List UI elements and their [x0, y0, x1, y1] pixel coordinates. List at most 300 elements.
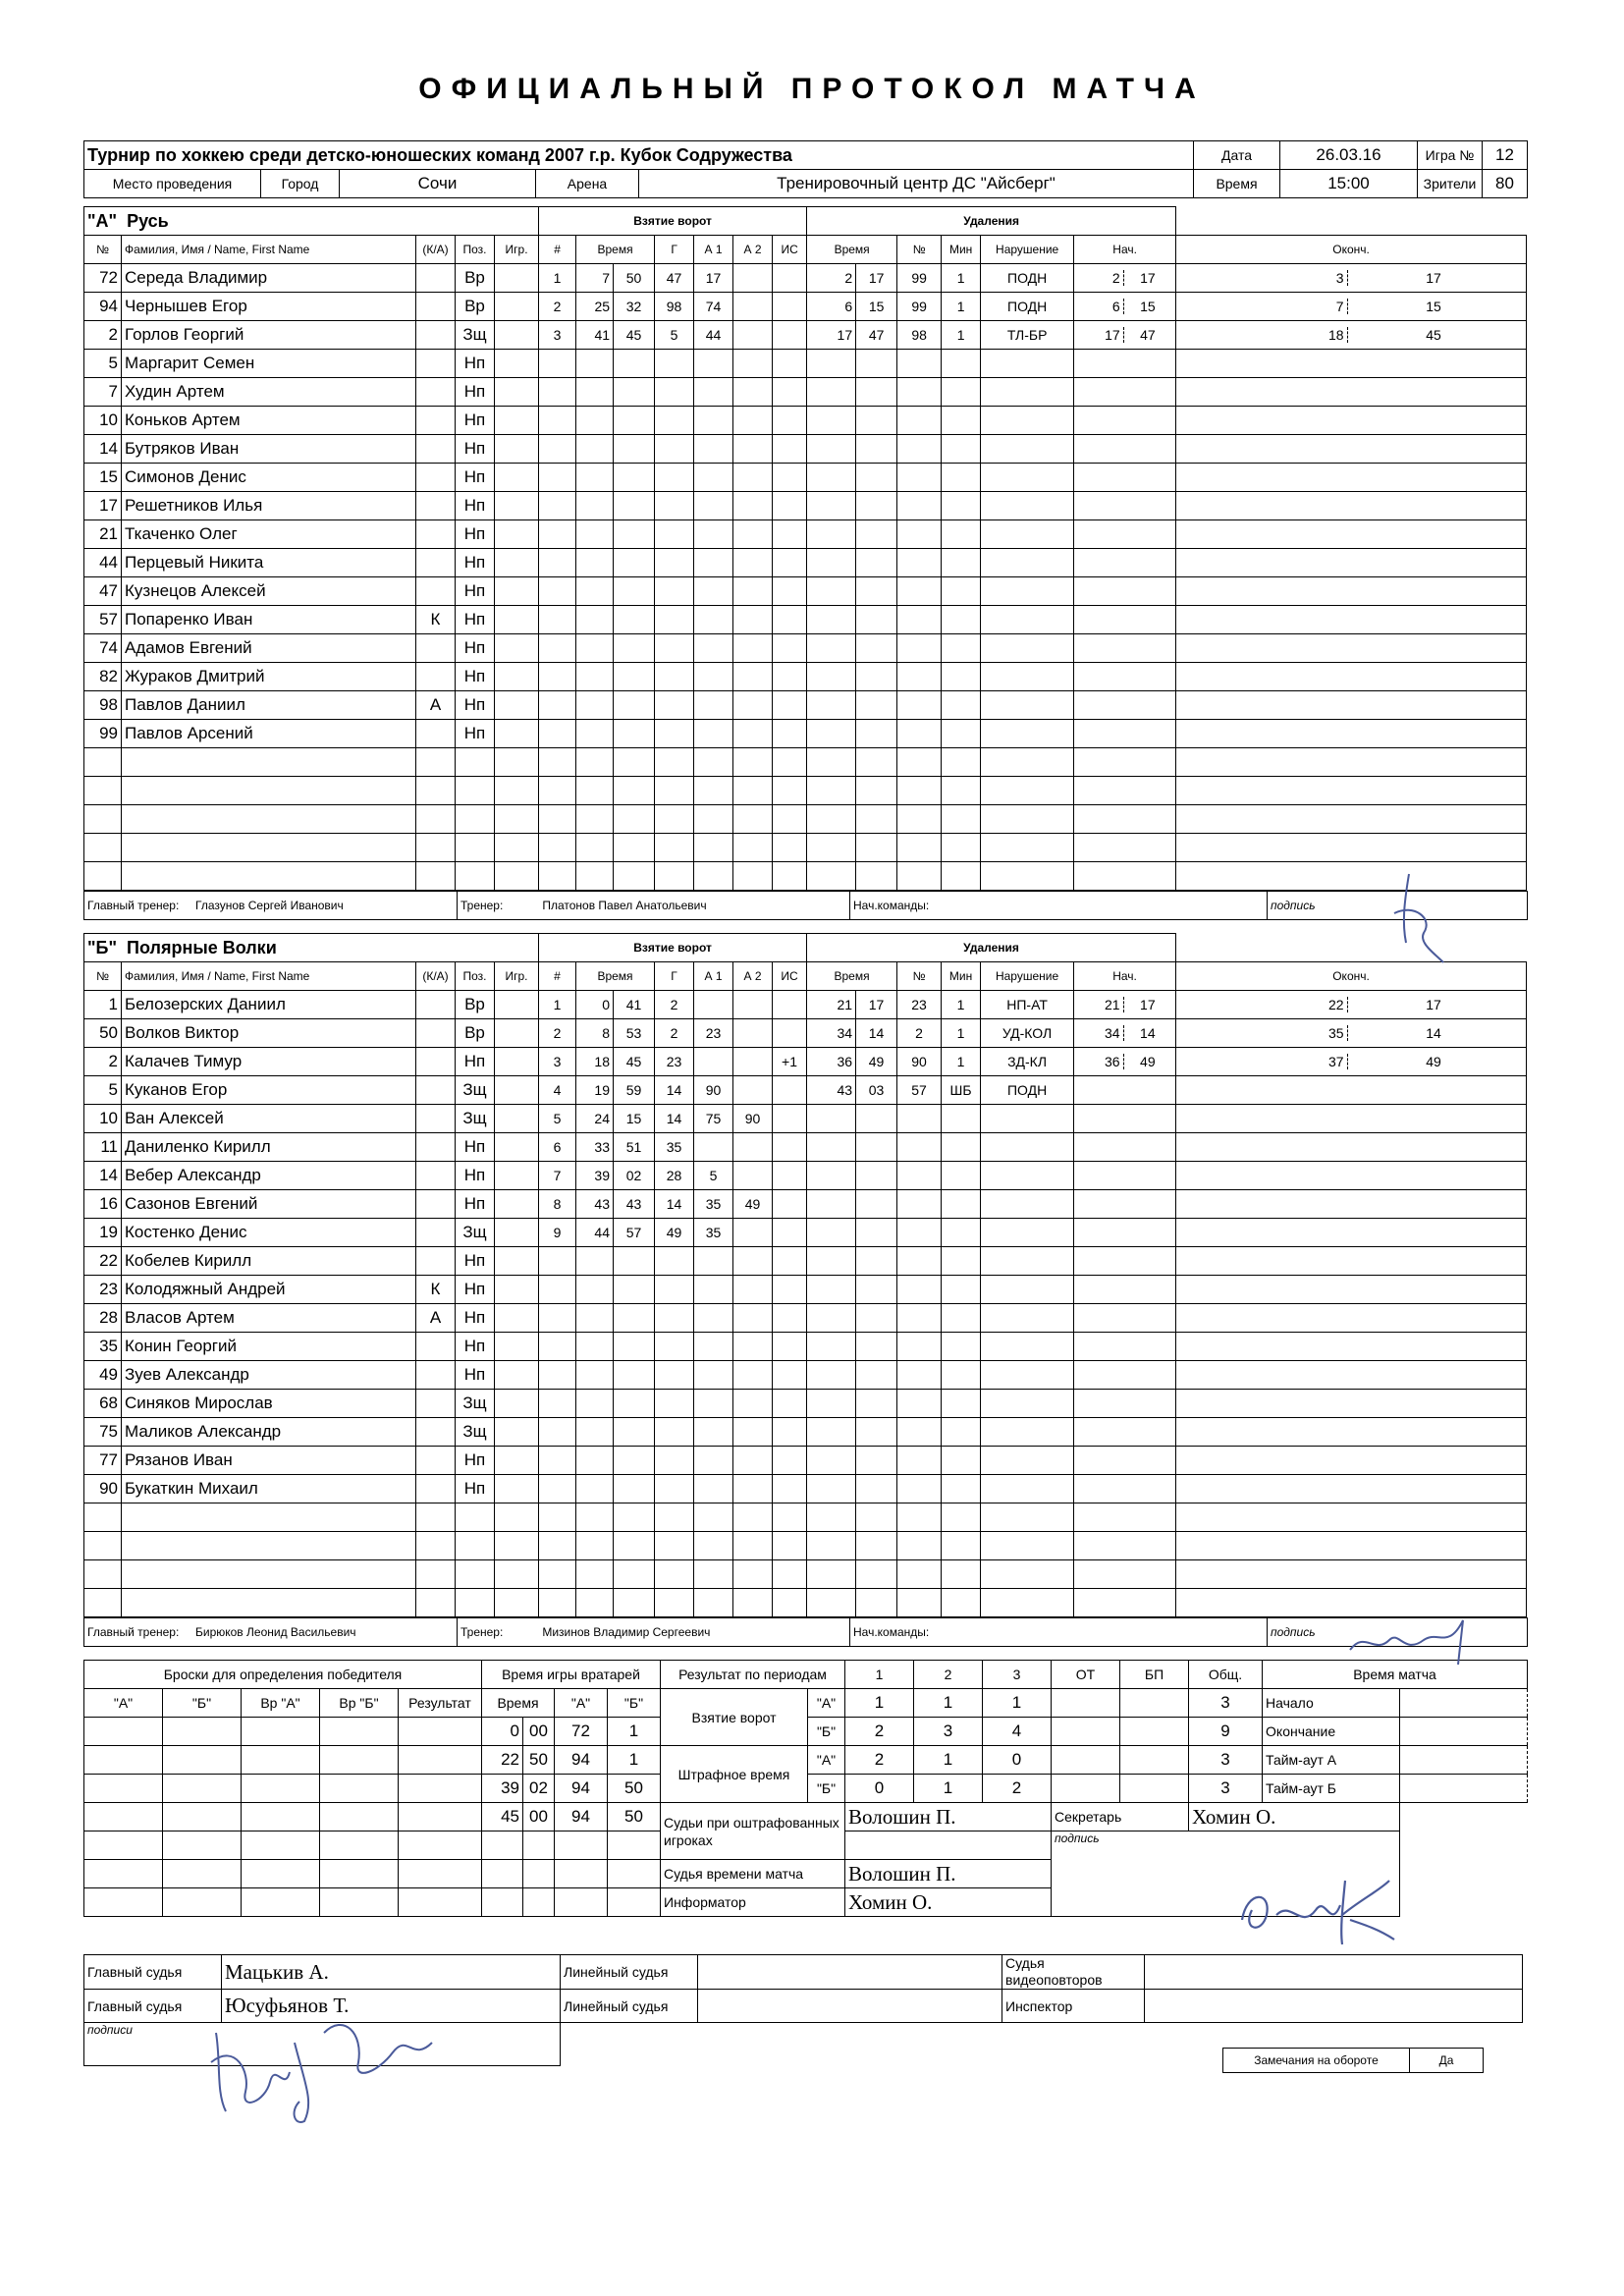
goal-scorer	[655, 350, 694, 378]
player-number: 11	[84, 1133, 122, 1162]
shootout-result-header: Результат	[399, 1689, 482, 1718]
penalty-second	[856, 1133, 897, 1162]
goal-second	[614, 1560, 655, 1589]
goal-minute: 25	[576, 293, 614, 321]
penalty-infraction	[981, 1589, 1074, 1617]
goals-header: Взятие ворот	[539, 207, 807, 236]
goal-second	[614, 1418, 655, 1447]
player-row	[84, 1503, 1527, 1532]
player-row	[84, 264, 1527, 293]
player-row	[84, 1532, 1527, 1560]
goal-second	[614, 663, 655, 691]
penalty-infraction	[981, 435, 1074, 464]
penalty-minutes	[942, 1105, 981, 1133]
player-row	[84, 293, 1527, 321]
penalty-player	[897, 691, 942, 720]
penalty-infraction	[981, 1333, 1074, 1361]
player-role	[416, 862, 456, 891]
player-role	[416, 748, 456, 777]
goal-situation	[773, 1475, 807, 1503]
goal-assist-1	[694, 1247, 733, 1276]
goal-number: 2	[539, 1019, 576, 1048]
goal-number	[539, 606, 576, 634]
penalty-minutes: ШБ	[942, 1076, 981, 1105]
player-name: Букаткин Михаил	[122, 1475, 416, 1503]
penalty-end	[1176, 862, 1527, 891]
penalty-minutes	[942, 1589, 981, 1617]
penalty-end	[1176, 834, 1527, 862]
goal-assist-2	[733, 720, 773, 748]
penalty-start	[1074, 1447, 1176, 1475]
player-row	[84, 748, 1527, 777]
penalty-start	[1074, 834, 1176, 862]
goal-scorer: 2	[655, 1019, 694, 1048]
goal-minute	[576, 777, 614, 805]
column-header-name: Фамилия, Имя / Name, First Name	[122, 962, 416, 991]
penalty-minutes	[942, 407, 981, 435]
penalty-start	[1074, 407, 1176, 435]
player-number	[84, 834, 122, 862]
penalty-infraction	[981, 748, 1074, 777]
goal-assist-1	[694, 1532, 733, 1560]
goal-second	[614, 1503, 655, 1532]
goal-assist-1	[694, 805, 733, 834]
goal-second: 32	[614, 293, 655, 321]
player-role	[416, 777, 456, 805]
penalty-minute	[807, 1589, 856, 1617]
goals-b-ot	[1052, 1718, 1120, 1746]
penalty-second	[856, 464, 897, 492]
player-position	[456, 1503, 495, 1532]
player-role	[416, 1190, 456, 1219]
gk-b: 1	[608, 1718, 661, 1746]
match-date: 26.03.16	[1280, 141, 1418, 170]
player-position: Вр	[456, 1019, 495, 1048]
goal-number	[539, 862, 576, 891]
player-number: 57	[84, 606, 122, 634]
goal-assist-1	[694, 1333, 733, 1361]
goal-situation	[773, 321, 807, 350]
player-number: 21	[84, 520, 122, 549]
penalty-end	[1176, 1304, 1527, 1333]
player-played	[495, 1247, 539, 1276]
player-position	[456, 862, 495, 891]
penalty-minutes	[942, 663, 981, 691]
gk-a: 94	[555, 1803, 608, 1831]
goal-scorer	[655, 1247, 694, 1276]
goal-number: 6	[539, 1133, 576, 1162]
signature-label: подпись	[1268, 1618, 1528, 1647]
goal-assist-2	[733, 1219, 773, 1247]
goal-assist-1	[694, 378, 733, 407]
penalty-end	[1176, 1560, 1527, 1589]
player-row	[84, 1418, 1527, 1447]
goal-second: 50	[614, 264, 655, 293]
penalty-player	[897, 1162, 942, 1190]
team-b-tag: "Б"	[808, 1718, 845, 1746]
penalty-infraction	[981, 691, 1074, 720]
goals-b-total: 9	[1189, 1718, 1263, 1746]
goals-b-p2: 3	[914, 1718, 983, 1746]
player-row	[84, 1390, 1527, 1418]
penalty-minute	[807, 663, 856, 691]
goals-b-p3: 4	[983, 1718, 1052, 1746]
goal-scorer: 49	[655, 1219, 694, 1247]
penalty-end	[1176, 1503, 1527, 1532]
player-number: 50	[84, 1019, 122, 1048]
penalty-minute	[807, 862, 856, 891]
penalty-minute	[807, 1418, 856, 1447]
penalty-second	[856, 1589, 897, 1617]
player-row	[84, 435, 1527, 464]
team-a-coach: Платонов Павел Анатольевич	[542, 899, 707, 912]
player-position: Нп	[456, 407, 495, 435]
player-name	[122, 777, 416, 805]
goal-assist-1: 17	[694, 264, 733, 293]
penalty-start-sec: 49	[1140, 1054, 1156, 1069]
goal-number	[539, 549, 576, 577]
goal-number: 4	[539, 1076, 576, 1105]
goals-a-p2: 1	[914, 1689, 983, 1718]
goal-number	[539, 1475, 576, 1503]
player-number: 75	[84, 1418, 122, 1447]
player-played	[495, 321, 539, 350]
penalty-second: 14	[856, 1019, 897, 1048]
penalty-second	[856, 549, 897, 577]
goal-minute	[576, 834, 614, 862]
player-role	[416, 1247, 456, 1276]
penalty-end	[1176, 492, 1527, 520]
penalty-end	[1176, 1475, 1527, 1503]
player-played	[495, 293, 539, 321]
player-role	[416, 264, 456, 293]
penalties-header: Удаления	[807, 934, 1176, 962]
time-judge-label: Судья времени матча	[661, 1860, 845, 1888]
player-position: Нп	[456, 1162, 495, 1190]
penalty-second	[856, 1390, 897, 1418]
penalty-infraction	[981, 1560, 1074, 1589]
goal-assist-2	[733, 663, 773, 691]
goal-assist-1: 90	[694, 1076, 733, 1105]
goal-assist-1: 23	[694, 1019, 733, 1048]
goal-number	[539, 378, 576, 407]
penalty-second: 47	[856, 321, 897, 350]
goal-situation	[773, 577, 807, 606]
penalty-end	[1176, 293, 1527, 321]
penalty-second	[856, 1162, 897, 1190]
penalty-player: 99	[897, 264, 942, 293]
goal-minute	[576, 1532, 614, 1560]
player-played	[495, 1133, 539, 1162]
arena-label: Арена	[536, 170, 639, 198]
player-row	[84, 350, 1527, 378]
goal-assist-1: 44	[694, 321, 733, 350]
player-name: Белозерских Даниил	[122, 991, 416, 1019]
penalty-end	[1176, 1133, 1527, 1162]
shootout-title: Броски для определения победителя	[84, 1661, 482, 1689]
team-b-section	[83, 933, 1527, 1647]
period-1: 1	[845, 1661, 914, 1689]
player-position: Зщ	[456, 1390, 495, 1418]
player-role	[416, 1589, 456, 1617]
goal-situation	[773, 350, 807, 378]
penalty-minute	[807, 435, 856, 464]
player-row	[84, 378, 1527, 407]
goal-second	[614, 606, 655, 634]
goal-second	[614, 1276, 655, 1304]
goal-number	[539, 691, 576, 720]
penalty-end-min: 3	[1183, 270, 1348, 286]
gk-b: 50	[608, 1803, 661, 1831]
goal-minute: 39	[576, 1162, 614, 1190]
goal-number: 7	[539, 1162, 576, 1190]
penalty-infraction	[981, 520, 1074, 549]
goal-second: 45	[614, 1048, 655, 1076]
end-value	[1400, 1718, 1528, 1746]
goal-assist-1	[694, 549, 733, 577]
penalty-start	[1074, 1418, 1176, 1447]
goal-scorer	[655, 549, 694, 577]
penalty-minute	[807, 691, 856, 720]
player-position: Нп	[456, 1190, 495, 1219]
goal-assist-1: 35	[694, 1219, 733, 1247]
player-position	[456, 834, 495, 862]
player-number: 28	[84, 1304, 122, 1333]
gk-a: 94	[555, 1746, 608, 1775]
goal-assist-2	[733, 1418, 773, 1447]
player-number: 22	[84, 1247, 122, 1276]
penalty-start	[1074, 663, 1176, 691]
player-number: 16	[84, 1190, 122, 1219]
penalty-player: 57	[897, 1076, 942, 1105]
goal-second	[614, 720, 655, 748]
gk-sec: 02	[523, 1775, 555, 1803]
player-role	[416, 834, 456, 862]
penalty-minute	[807, 1190, 856, 1219]
secretary-signature-label: подпись	[1052, 1831, 1400, 1917]
penalty-minute	[807, 634, 856, 663]
player-name: Симонов Денис	[122, 464, 416, 492]
penalty-minute	[807, 834, 856, 862]
column-header-played: Игр.	[495, 236, 539, 264]
end-label: Окончание	[1263, 1718, 1400, 1746]
goal-situation	[773, 663, 807, 691]
column-header-played: Игр.	[495, 962, 539, 991]
goal-second	[614, 549, 655, 577]
player-number: 17	[84, 492, 122, 520]
player-number: 10	[84, 1105, 122, 1133]
penalty-minutes: 1	[942, 264, 981, 293]
penalty-minutes	[942, 1560, 981, 1589]
penalty-start-sec: 17	[1140, 997, 1156, 1012]
player-position: Вр	[456, 991, 495, 1019]
shootout-gk-b-header: Вр "Б"	[320, 1689, 399, 1718]
penalty-player	[897, 407, 942, 435]
goal-situation	[773, 1105, 807, 1133]
goal-situation	[773, 1447, 807, 1475]
penalty-end	[1176, 464, 1527, 492]
goal-minute: 8	[576, 1019, 614, 1048]
penalty-start	[1074, 805, 1176, 834]
penalty-start	[1074, 1333, 1176, 1361]
penalty-start	[1074, 1532, 1176, 1560]
player-number	[84, 1503, 122, 1532]
player-row	[84, 1048, 1527, 1076]
player-name: Рязанов Иван	[122, 1447, 416, 1475]
column-header-a1: А 1	[694, 236, 733, 264]
goal-number	[539, 1304, 576, 1333]
penalty-end	[1176, 520, 1527, 549]
venue-label: Место проведения	[84, 170, 261, 198]
penalty-second	[856, 834, 897, 862]
goal-number	[539, 1447, 576, 1475]
goal-assist-1	[694, 350, 733, 378]
penalty-second	[856, 1276, 897, 1304]
penalty-start	[1074, 691, 1176, 720]
player-name: Колодяжный Андрей	[122, 1276, 416, 1304]
goal-assist-2	[733, 1247, 773, 1276]
goal-minute	[576, 805, 614, 834]
penalty-minutes	[942, 435, 981, 464]
goal-number	[539, 634, 576, 663]
player-row	[84, 805, 1527, 834]
goal-minute	[576, 378, 614, 407]
player-played	[495, 1560, 539, 1589]
player-number: 94	[84, 293, 122, 321]
player-name: Ткаченко Олег	[122, 520, 416, 549]
player-name: Перцевый Никита	[122, 549, 416, 577]
penalty-second	[856, 720, 897, 748]
team-a-staff	[83, 891, 1528, 920]
goal-number: 3	[539, 1048, 576, 1076]
penalty-infraction	[981, 663, 1074, 691]
column-header-p-start: Нач.	[1074, 962, 1176, 991]
date-label: Дата	[1194, 141, 1280, 170]
penalty-end	[1176, 606, 1527, 634]
gk-sec: 50	[523, 1746, 555, 1775]
goal-second	[614, 350, 655, 378]
goal-second	[614, 1447, 655, 1475]
penalty-end	[1176, 350, 1527, 378]
penalty-infraction	[981, 1219, 1074, 1247]
goal-scorer	[655, 1447, 694, 1475]
penalty-infraction	[981, 634, 1074, 663]
arena: Тренировочный центр ДС "Айсберг"	[639, 170, 1194, 198]
player-row	[84, 1333, 1527, 1361]
penalty-second	[856, 862, 897, 891]
goal-minute: 41	[576, 321, 614, 350]
goal-scorer	[655, 1418, 694, 1447]
goal-assist-1	[694, 777, 733, 805]
time-judge: Волошин П.	[845, 1860, 1052, 1888]
goal-assist-2	[733, 321, 773, 350]
player-number: 2	[84, 1048, 122, 1076]
player-number	[84, 748, 122, 777]
player-role	[416, 321, 456, 350]
period-bp: БП	[1120, 1661, 1189, 1689]
goal-minute	[576, 1475, 614, 1503]
player-position: Нп	[456, 1247, 495, 1276]
player-row	[84, 1361, 1527, 1390]
goal-assist-2	[733, 1361, 773, 1390]
goal-assist-1	[694, 606, 733, 634]
penalty-minutes	[942, 1190, 981, 1219]
player-played	[495, 378, 539, 407]
timeout-b-label: Тайм-аут Б	[1263, 1775, 1400, 1803]
goal-second	[614, 691, 655, 720]
player-name: Кобелев Кирилл	[122, 1247, 416, 1276]
penalty-second	[856, 634, 897, 663]
penalty-start-min: 2	[1078, 270, 1124, 286]
player-played	[495, 407, 539, 435]
player-role: А	[416, 691, 456, 720]
penalty-end	[1176, 321, 1527, 350]
player-position: Нп	[456, 1304, 495, 1333]
penalty-player	[897, 805, 942, 834]
penalty-start	[1074, 1162, 1176, 1190]
player-role	[416, 1475, 456, 1503]
remarks-value: Да	[1410, 2049, 1484, 2073]
goal-situation	[773, 1503, 807, 1532]
player-position: Нп	[456, 720, 495, 748]
column-header-p-end: Оконч.	[1176, 962, 1527, 991]
goal-assist-2	[733, 1076, 773, 1105]
penalty-end	[1176, 1190, 1527, 1219]
penalty-second	[856, 407, 897, 435]
goal-situation	[773, 862, 807, 891]
column-header-a1: А 1	[694, 962, 733, 991]
goal-second	[614, 407, 655, 435]
goal-scorer	[655, 748, 694, 777]
goal-assist-2	[733, 691, 773, 720]
goal-situation: +1	[773, 1048, 807, 1076]
player-role	[416, 1503, 456, 1532]
goal-assist-2	[733, 1390, 773, 1418]
player-position: Нп	[456, 1048, 495, 1076]
penalty-minutes	[942, 748, 981, 777]
goal-second	[614, 862, 655, 891]
penalty-infraction: ПОДН	[981, 1076, 1074, 1105]
penalty-infraction	[981, 1532, 1074, 1560]
player-number: 10	[84, 407, 122, 435]
penalty-start	[1074, 1019, 1176, 1048]
player-position: Нп	[456, 634, 495, 663]
goal-number: 5	[539, 1105, 576, 1133]
goal-assist-2: 49	[733, 1190, 773, 1219]
penalty-infraction: ЗД-КЛ	[981, 1048, 1074, 1076]
column-header-ka: (К/А)	[416, 236, 456, 264]
penalty-infraction	[981, 1105, 1074, 1133]
goal-minute	[576, 1247, 614, 1276]
penalty-player	[897, 1276, 942, 1304]
column-header-p-time: Время	[807, 962, 897, 991]
player-number	[84, 805, 122, 834]
team-b-head-coach: Бирюков Леонид Васильевич	[195, 1625, 356, 1639]
goal-situation	[773, 264, 807, 293]
player-position: Нп	[456, 606, 495, 634]
player-role	[416, 549, 456, 577]
penalty-end	[1176, 1276, 1527, 1304]
goal-situation	[773, 492, 807, 520]
penalty-start	[1074, 293, 1176, 321]
penalty-player	[897, 1447, 942, 1475]
linesman-label: Линейный судья	[561, 1955, 698, 1990]
player-row	[84, 321, 1527, 350]
penalty-player	[897, 549, 942, 577]
team-a-code: "А"	[87, 210, 118, 231]
player-role	[416, 378, 456, 407]
penalty-second: 49	[856, 1048, 897, 1076]
